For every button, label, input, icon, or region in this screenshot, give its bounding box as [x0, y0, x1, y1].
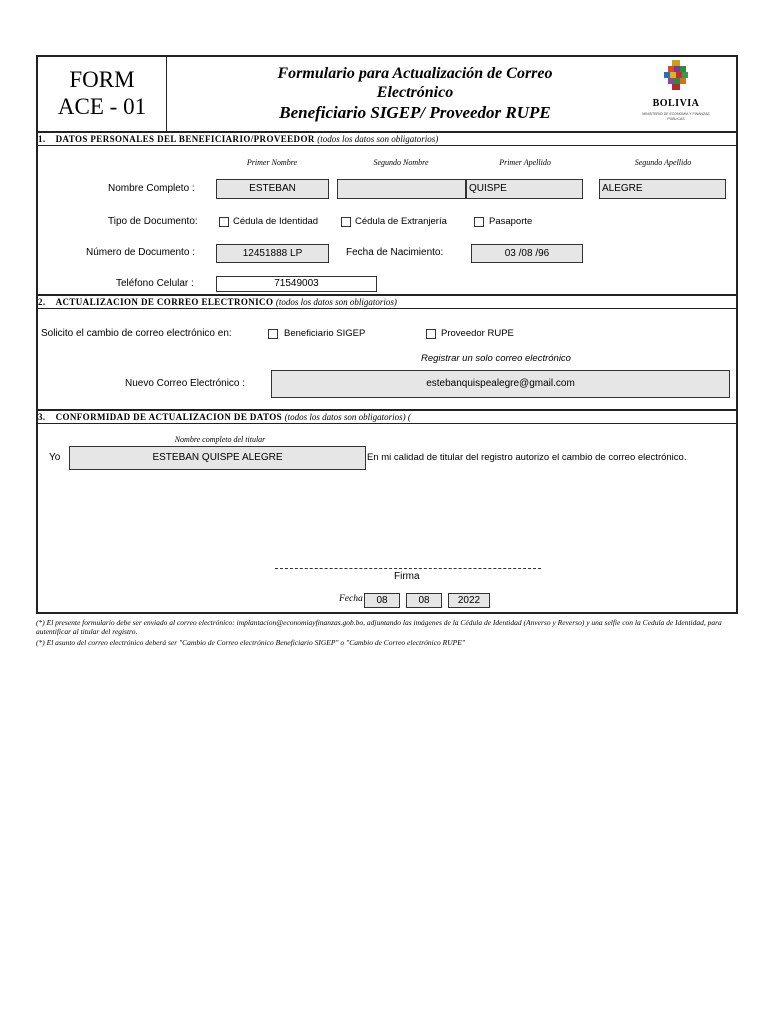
title-line1: Formulario para Actualización de Correo	[277, 65, 553, 82]
proveedor-rupe-label: Proveedor RUPE	[441, 328, 514, 339]
pasaporte-checkbox[interactable]	[474, 217, 484, 227]
proveedor-rupe-checkbox[interactable]	[426, 329, 436, 339]
divider	[36, 131, 738, 133]
form-code	[38, 66, 166, 120]
yo-label: Yo	[49, 452, 61, 463]
primer-nombre-field[interactable]: ESTEBAN	[216, 179, 329, 199]
firma-line	[275, 568, 541, 569]
section3-header	[38, 412, 736, 424]
section3-number: 3.	[38, 412, 46, 422]
section2-number: 2.	[38, 297, 46, 307]
cedula-identidad-checkbox[interactable]	[219, 217, 229, 227]
segundo-apellido-field[interactable]: ALEGRE	[599, 179, 726, 199]
section3-title: CONFORMIDAD DE ACTUALIZACION DE DATOS	[55, 412, 283, 422]
section1-header	[38, 134, 736, 146]
col-segundo-nombre: Segundo Nombre	[373, 158, 429, 167]
cedula-extranjeria-checkbox[interactable]	[341, 217, 351, 227]
segundo-nombre-field[interactable]	[337, 179, 466, 199]
beneficiario-sigep-label: Beneficiario SIGEP	[284, 328, 366, 339]
section2-header	[38, 297, 736, 309]
beneficiario-sigep-checkbox[interactable]	[268, 329, 278, 339]
logo-text: BOLIVIA	[652, 98, 700, 109]
section1-note: (todos los datos son obligatorios)	[317, 134, 439, 144]
nombre-titular-field[interactable]: ESTEBAN QUISPE ALEGRE	[69, 446, 366, 470]
divider	[36, 409, 738, 411]
num-doc-field[interactable]: 12451888 LP	[216, 244, 329, 263]
fecha-mes-field[interactable]: 08	[406, 593, 442, 608]
fecha-dia-field[interactable]: 08	[364, 593, 400, 608]
section3-note: (todos los datos son obligatorios) (	[284, 412, 411, 422]
form-code-line1: FORM	[69, 67, 135, 92]
registrar-hint: Registrar un solo correo electrónico	[421, 353, 571, 364]
fecha-nac-field[interactable]: 03 /08 /96	[471, 244, 583, 263]
chakana-icon	[661, 60, 691, 94]
cedula-identidad-label: Cédula de Identidad	[233, 216, 319, 227]
form-code-line2: ACE - 01	[57, 94, 147, 119]
logo-subtext: MINISTERIO DE ECONOMÍA Y FINANZAS PÚBLICAS	[642, 112, 710, 121]
solicito-label: Solicito el cambio de correo electrónico en:	[41, 328, 232, 339]
nombre-label: Nombre Completo :	[108, 183, 195, 194]
fecha-label: Fecha	[339, 594, 363, 604]
num-doc-label: Número de Documento :	[86, 247, 195, 258]
col-primer-apellido: Primer Apellido	[499, 158, 551, 167]
nuevo-correo-field[interactable]: estebanquispealegre@gmail.com	[271, 370, 730, 398]
footnote-1: (*) El presente formulario debe ser enviado al correo electrónico: implantacion@economiayfinanzas.gob.bo, adjuntando las imágenes de la Cédula de Identidad (Anverso y Reverso) y una selfie con la Cedula de Identidad, para autentificar al titular del registro.	[36, 618, 722, 636]
fecha-nac-label: Fecha de Nacimiento:	[346, 247, 444, 258]
primer-apellido-field[interactable]: QUISPE	[466, 179, 583, 199]
bolivia-logo	[640, 60, 712, 126]
declaracion-text: En mi calidad de titular del registro autorizo el cambio de correo electrónico.	[367, 452, 687, 463]
firma-label: Firma	[394, 571, 420, 582]
nombre-titular-label: Nombre completo del titular	[174, 435, 266, 444]
footnote-2: (*) El asunto del correo electrónico deberá ser "Cambio de Correo electrónico Beneficiario SIGEP" o "Cambio de Correo electrónico RUPE"	[36, 638, 465, 647]
fecha-anio-field[interactable]: 2022	[448, 593, 490, 608]
cedula-extranjeria-label: Cédula de Extranjería	[355, 216, 447, 227]
tipo-doc-label: Tipo de Documento:	[108, 216, 198, 227]
telefono-field[interactable]: 71549003	[216, 276, 377, 292]
nuevo-correo-label: Nuevo Correo Electrónico :	[125, 378, 246, 389]
section1-title: DATOS PERSONALES DEL BENEFICIARIO/PROVEEDOR	[55, 134, 315, 144]
form-title	[250, 64, 580, 122]
pasaporte-label: Pasaporte	[489, 216, 533, 227]
section1-number: 1.	[38, 134, 46, 144]
title-line2: Electrónico	[376, 84, 454, 101]
divider	[36, 294, 738, 296]
title-line3: Beneficiario SIGEP/ Proveedor RUPE	[279, 103, 551, 122]
section2-note: (todos los datos son obligatorios)	[275, 297, 397, 307]
section2-title: ACTUALIZACION DE CORREO ELECTRONICO	[55, 297, 274, 307]
col-segundo-apellido: Segundo Apellido	[634, 158, 692, 167]
telefono-label: Teléfono Celular :	[116, 278, 194, 289]
col-primer-nombre: Primer Nombre	[246, 158, 298, 167]
